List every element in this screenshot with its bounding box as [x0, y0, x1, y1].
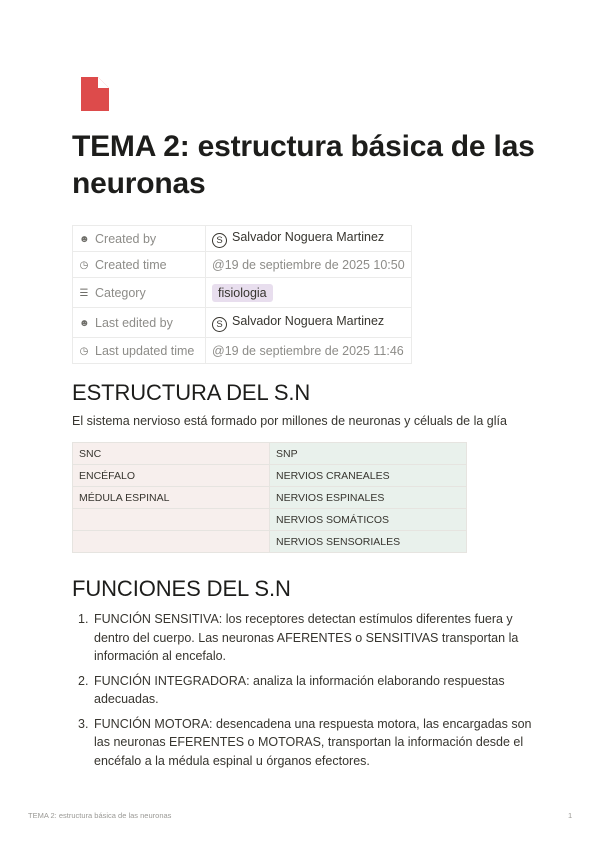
property-row-created-by [73, 226, 412, 252]
section-heading-functions: FUNCIONES DEL S.N [72, 576, 291, 601]
property-value-created-by[interactable]: S Salvador Noguera Martinez [206, 226, 412, 252]
table-cell: MÉDULA ESPINAL [73, 487, 270, 509]
table-cell: SNP [270, 443, 467, 465]
list-number: 1. [78, 612, 89, 626]
table-cell: NERVIOS ESPINALES [270, 487, 467, 509]
category-tag[interactable]: fisiologia [212, 284, 273, 302]
page-title: TEMA 2: estructura básica de las neuronas [72, 130, 535, 200]
avatar: S [212, 233, 227, 248]
table-cell [73, 531, 270, 553]
list-number: 3. [78, 716, 89, 731]
section-heading-structure: ESTRUCTURA DEL S.N [72, 380, 311, 405]
table-cell [73, 509, 270, 531]
property-row-last-edited-by [73, 308, 412, 338]
table-row [73, 531, 467, 553]
person-icon: ☻ [79, 317, 90, 329]
footer-title: TEMA 2: estructura básica de las neuronas [28, 811, 172, 820]
property-row-category [73, 278, 412, 308]
property-value-last-updated-time: @19 de septiembre de 2025 11:46 [206, 338, 412, 364]
list-item [72, 610, 532, 666]
property-label: Last edited by [95, 315, 173, 330]
table-row [73, 487, 467, 509]
functions-list [72, 610, 532, 776]
property-label: Created by [95, 231, 157, 246]
property-label: Last updated time [95, 343, 195, 358]
clock-icon: ◷ [79, 259, 89, 271]
list-number: 2. [78, 673, 89, 688]
property-label: Category [95, 285, 146, 300]
table-cell: SNC [73, 443, 270, 465]
property-label: Created time [95, 257, 167, 272]
list-icon: ☰ [79, 287, 89, 299]
properties-table [72, 225, 412, 364]
person-icon: ☻ [79, 233, 90, 245]
list-item-text: FUNCIÓN SENSITIVA: los receptores detectan estímulos diferentes fuera y dentro del cuerpo. Las neuronas AFERENTES o SENSITIVAS transportan la información al encefalo. [94, 612, 519, 663]
property-row-last-updated-time [73, 338, 412, 364]
list-item-text: FUNCIÓN MOTORA: desencadena una respuesta motora, las encargadas son las neuronas EFERENTES o MOTORAS, transportan la información desde el encéfalo a la médula espinal u órganos efectores. [94, 716, 532, 768]
list-item-text: FUNCIÓN INTEGRADORA: analiza la información elaborando respuestas adecuadas. [94, 673, 505, 706]
table-cell: ENCÉFALO [73, 465, 270, 487]
document-icon [80, 76, 110, 112]
table-row [73, 465, 467, 487]
property-value-last-edited-by[interactable]: S Salvador Noguera Martinez [206, 308, 412, 338]
property-row-created-time [73, 252, 412, 278]
list-item [72, 672, 532, 709]
list-item [72, 715, 532, 771]
table-cell: NERVIOS SOMÁTICOS [270, 509, 467, 531]
page-number: 1 [568, 811, 573, 820]
table-row [73, 509, 467, 531]
avatar: S [212, 317, 227, 332]
table-cell: NERVIOS SENSORIALES [270, 531, 467, 553]
table-cell: NERVIOS CRANEALES [270, 465, 467, 487]
table-row [73, 443, 467, 465]
clock-icon: ◷ [79, 345, 89, 357]
intro-paragraph: El sistema nervioso está formado por millones de neuronas y céluals de la glía [72, 414, 507, 428]
property-value-created-time: @19 de septiembre de 2025 10:50 [206, 252, 412, 278]
nervous-system-table [72, 442, 467, 553]
